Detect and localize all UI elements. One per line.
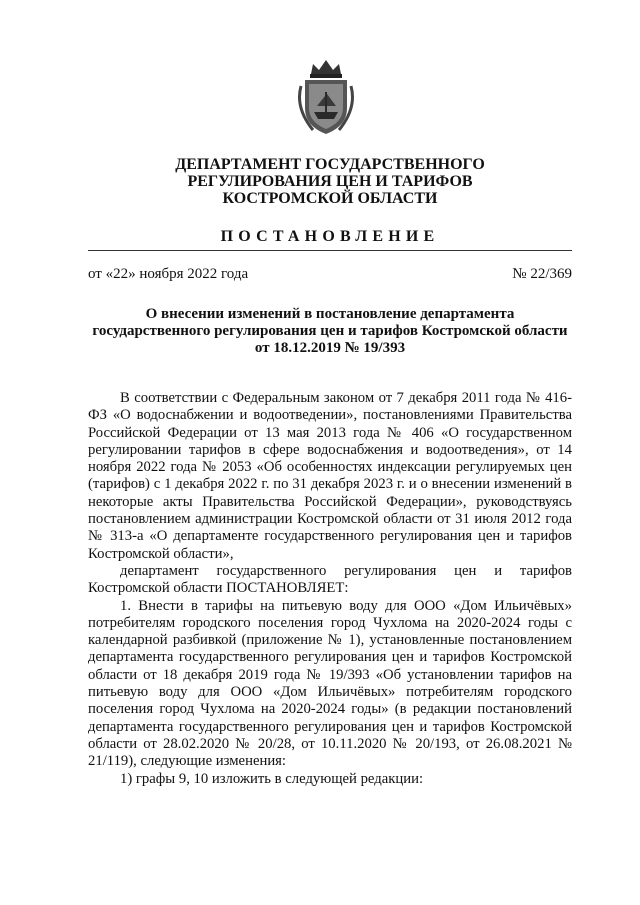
document-number: № 22/369 [512, 266, 572, 282]
subject-line: государственного регулирования цен и тарифов Костромской области [92, 323, 568, 339]
department-line: РЕГУЛИРОВАНИЯ ЦЕН И ТАРИФОВ [187, 173, 473, 190]
document-body [88, 390, 572, 788]
kostroma-coat-of-arms-icon [293, 56, 359, 136]
document-type: ПОСТАНОВЛЕНИЕ [220, 228, 440, 245]
department-line: КОСТРОМСКОЙ ОБЛАСТИ [222, 190, 438, 207]
body-paragraph: департамент государственного регулирования цен и тарифов Костромской области ПОСТАНОВЛЯЕТ: [88, 562, 572, 597]
body-paragraph: 1. Внести в тарифы на питьевую воду для ООО «Дом Ильичёвых» потребителям городского поселения город Чухлома на 2020-2024 годы с календарной разбивкой (приложение № 1), установленные постановлением департамента государственного регулирования цен и тарифов Костромской области от 18 декабря 2019 года № 19/393 «Об установлении тарифов на питьевую воду для ООО «Дом Ильичёвых» потребителям городского поселения город Чухлома на 2020-2024 годы» (в редакции постановлений департамента государственного регулирования цен и тарифов Костромской области от 28.02.2020 № 20/28, от 10.11.2020 № 20/193, от 26.08.2021 № 21/119), следующие изменения: [88, 597, 572, 770]
department-name [80, 156, 580, 207]
divider [88, 250, 572, 251]
document-subject [80, 306, 580, 357]
department-line: ДЕПАРТАМЕНТ ГОСУДАРСТВЕННОГО [175, 156, 485, 173]
body-paragraph: 1) графы 9, 10 изложить в следующей редакции: [120, 770, 424, 787]
subject-line: от 18.12.2019 № 19/393 [254, 340, 406, 356]
document-date: от «22» ноября 2022 года [88, 266, 249, 282]
body-paragraph: В соответствии с Федеральным законом от 7 декабря 2011 года № 416-ФЗ «О водоснабжении и водоотведении», постановлениями Правительства Российской Федерации от 13 мая 2013 года № 406 «О государственном регулировании тарифов в сфере водоснабжения и водоотведения», от 14 ноября 2022 года № 2053 «Об особенностях индексации регулируемых цен (тарифов) с 1 декабря 2022 г. по 31 декабря 2023 г. и о внесении изменений в некоторые акты Правительства Российской Федерации», руководствуясь постановлением администрации Костромской области от 31 июля 2012 года № 313-а «О департаменте государственного регулирования цен и тарифов Костромской области», [88, 390, 572, 562]
subject-line: О внесении изменений в постановление департамента [145, 306, 515, 322]
